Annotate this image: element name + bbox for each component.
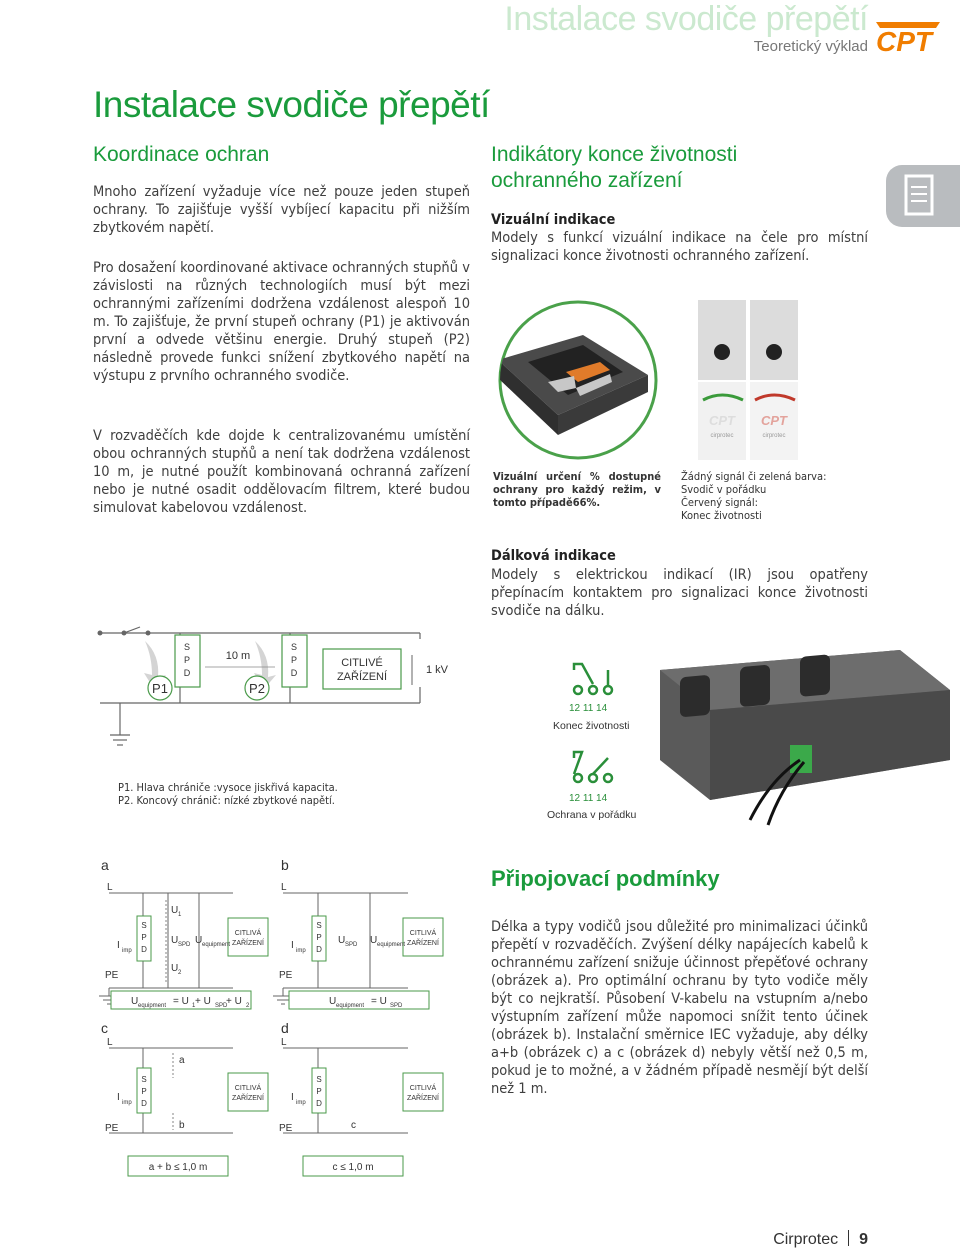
pripojovaci-heading: Připojovací podmínky [491,866,720,891]
eq-b-equipment: equipment [336,1003,365,1009]
connection-diagrams [93,838,470,1183]
eq-a-eq1: = U [173,996,189,1007]
citliva-a-2: ZAŘÍZENÍ [232,940,264,947]
kv-label: 1 kV [426,664,449,676]
footer [773,1230,868,1249]
label-PE-b: PE [279,970,293,981]
label-L-c: L [107,1037,113,1048]
label-PE-c: PE [105,1123,119,1134]
label-Ueq-b-sub: equipment [377,942,406,948]
citlive-line1: CITLIVÉ [341,657,383,669]
caption-r4: Konec životnosti [681,509,762,522]
eq-a-sub2: 2 [246,1003,250,1009]
eq-b-U: U [329,996,337,1007]
header-subtitle: Teoretický výklad [753,38,868,55]
label-Uspd-a: U [171,935,179,946]
citliva-d-2: ZAŘÍZENÍ [407,1095,439,1102]
label-b: b [281,857,289,873]
citliva-d-1: CITLIVÁ [409,1085,437,1092]
spd-c-s: S [141,1075,147,1084]
label-L-b: L [281,882,287,893]
citlive-line2: ZAŘÍZENÍ [336,671,388,683]
device-logo-1: CPT [709,413,735,428]
spd-a-d: D [141,945,147,954]
koordinace-p3: V rozvaděčích kde dojde k centralizovanému umístění obou ochranných stupňů a není tak dodržena vzdálenost 10 m, je nutné použít kombinovaná ochranná zařízení nebo je nutné osadit oddělovacím filtrem, které budou simulovat kabelovou vzdálenost. [93,428,470,516]
citliva-c-2: ZAŘÍZENÍ [232,1095,264,1102]
eq-a-plus2: + U [226,996,242,1007]
page-number: 9 [859,1231,868,1248]
citliva-b-1: CITLIVÁ [409,930,437,937]
rem-text: Modely s elektrickou indikací (IR) jsou opatřeny přepínacím kontaktem pro signalizaci konce životnosti svodiče na dálku. [491,567,868,619]
rem-title: Dálková indikace [491,548,616,564]
p1-label: P1 [152,681,168,696]
eq-a-equipment: equipment [138,1003,167,1009]
device-logo-2: CPT [761,413,787,428]
label-a-c: a [179,1055,185,1066]
label-Uspd-a-sub: SPD [178,942,191,948]
vis-title: Vizuální indikace [491,212,616,228]
label-U1: U [171,905,179,916]
label-U2-sub: 2 [178,970,182,976]
caption-left: Vizuální určení % dostupné ochrany pro každý režim, v tomto případě66%. [493,470,661,509]
label-imp-a: imp [122,948,132,954]
label-Ueq-a-sub: equipment [202,942,231,948]
contacts-label-2: 12 11 14 [569,793,608,804]
diagram-note-2: P2. Koncový chránič: nízké zbytkové napětí. [118,794,335,807]
eq-a-sub1: 1 [192,1003,196,1009]
spd-d-d: D [316,1099,322,1108]
page-title: Instalace svodiče přepětí [93,84,490,125]
label-L-d: L [281,1037,287,1048]
indikatory-heading-2: ochranného zařízení [491,169,683,192]
eq-a-U: U [131,996,139,1007]
label-PE-d: PE [279,1123,293,1134]
spd-c-d: D [141,1099,147,1108]
cpt-logo [870,14,946,54]
indikatory-heading-1: Indikátory konce životnosti [491,143,738,166]
label-d: d [281,1020,289,1036]
spd-a-s: S [141,921,147,930]
indicator-closeup [488,300,668,460]
diagram-note-1: P1. Hlava chrániče :vysoce jiskřivá kapacita. [118,781,338,794]
eq-b-eq: = U [371,996,387,1007]
device-photo [688,300,803,460]
contact-symbol-ochrana [560,748,650,798]
spd-label-1-s: S [183,642,191,652]
citliva-c-1: CITLIVÁ [234,1085,262,1092]
koordinace-p2: Pro dosažení koordinované aktivace ochranných stupňů v závislosti na různých technologiích musí být mezi ochrannými zařízeními dodržena vzdálenost alespoň 10 m. To zajišťuje, že první stupeň ochrany (P1) je aktivován první a odvede většinu energie. Druhý stupeň (P2) následně provede funkci snížení zbytkového napětí na výstupu z prvního ochranného svodiče. [93,260,470,384]
box-c-label: a + b ≤ 1,0 m [148,1162,208,1173]
label-Uspd-b-sub: SPD [345,942,358,948]
label-I-d: I [291,1092,294,1103]
spd-label-1-d: D [183,668,191,678]
label-c: c [101,1020,108,1036]
pripojovaci-text: Délka a typy vodičů jsou důležité pro minimalizaci účinků přepětí v rozvaděčích. Zvýšení délky napájecích kabelů k ochrannému zařízení snižuje účinnost přepěťové ochrany (obrázek a). Pro optimální ochranu by tyto vodiče měly být co nejkratší. Působení V-kabelu na vstupním a/nebo výstupním zařízení může napomoci snížit tento účinek (obrázek b). Instalační směrnice IEC vyžaduje, aby délky a+b (obrázek c) a c (obrázek d) nebyly větší než 0,5 m, pokud je to možné, a v žádném případě nesmějí být delší než 1 m. [491,919,868,1097]
vis-text: Modely s funkcí vizuální indikace na čele pro místní signalizaci konce životnosti ochranného zařízení. [491,230,868,264]
box-d-label: c ≤ 1,0 m [332,1162,374,1173]
spd-b-s: S [316,921,322,930]
eq-a-spd: SPD [215,1003,228,1009]
spd-d-s: S [316,1075,322,1084]
p2-label: P2 [249,681,265,696]
label-I-a: I [117,940,120,951]
label-b-c: b [179,1120,185,1131]
koordinace-heading: Koordinace ochran [93,143,270,166]
remote-device-photo [650,630,960,830]
eq-b-spd: SPD [390,1003,403,1009]
spd-label-2-s: S [290,642,298,652]
label-c-d: c [351,1120,356,1131]
ochrana-label: Ochrana v pořádku [547,809,637,821]
label-U2: U [171,963,179,974]
contacts-label-1: 12 11 14 [569,703,608,714]
caption-r2: Svodič v pořádku [681,483,767,496]
caption-r1: Žádný signál či zelená barva: [681,470,827,483]
konec-label: Konec životnosti [553,720,630,732]
spd-c-p: P [141,1087,147,1096]
document-icon [886,165,960,227]
header-title: Instalace svodiče přepětí [504,0,868,38]
spd-d-p: P [316,1087,322,1096]
device-sub-2: cirprotec [762,433,786,439]
citliva-b-2: ZAŘÍZENÍ [407,940,439,947]
label-Uspd-b: U [338,935,346,946]
label-PE-a: PE [105,970,119,981]
footer-divider [848,1230,849,1246]
device-sub-1: cirprotec [710,433,734,439]
koordinace-p1: Mnoho zařízení vyžaduje více než pouze jeden stupeň ochrany. To zajišťuje vyšší vybíjecí kapacitu při nižším zbytkovém napětí. [93,184,470,236]
spd-b-d: D [316,945,322,954]
spd-a-p: P [141,933,147,942]
label-I-c: I [117,1092,120,1103]
spd-b-p: P [316,933,322,942]
distance-label: 10 m [225,650,251,662]
logo-text: CPT [876,26,932,54]
label-L-a: L [107,882,113,893]
caption-r3: Červený signál: [681,496,758,509]
label-imp-c: imp [122,1100,132,1106]
spd-label-1-p: P [183,655,191,665]
footer-brand: Cirprotec [773,1231,839,1248]
spd-label-2-d: D [290,668,298,678]
label-imp-d: imp [296,1100,306,1106]
label-Ueq-b: U [370,935,378,946]
citliva-a-1: CITLIVÁ [234,930,262,937]
label-imp-b: imp [296,948,306,954]
label-Ueq-a: U [195,935,203,946]
eq-a-plus1: + U [195,996,211,1007]
label-I-b: I [291,940,294,951]
label-a: a [101,857,109,873]
coordination-diagram [90,625,460,760]
spd-label-2-p: P [290,655,298,665]
label-U1-sub: 1 [178,912,182,918]
